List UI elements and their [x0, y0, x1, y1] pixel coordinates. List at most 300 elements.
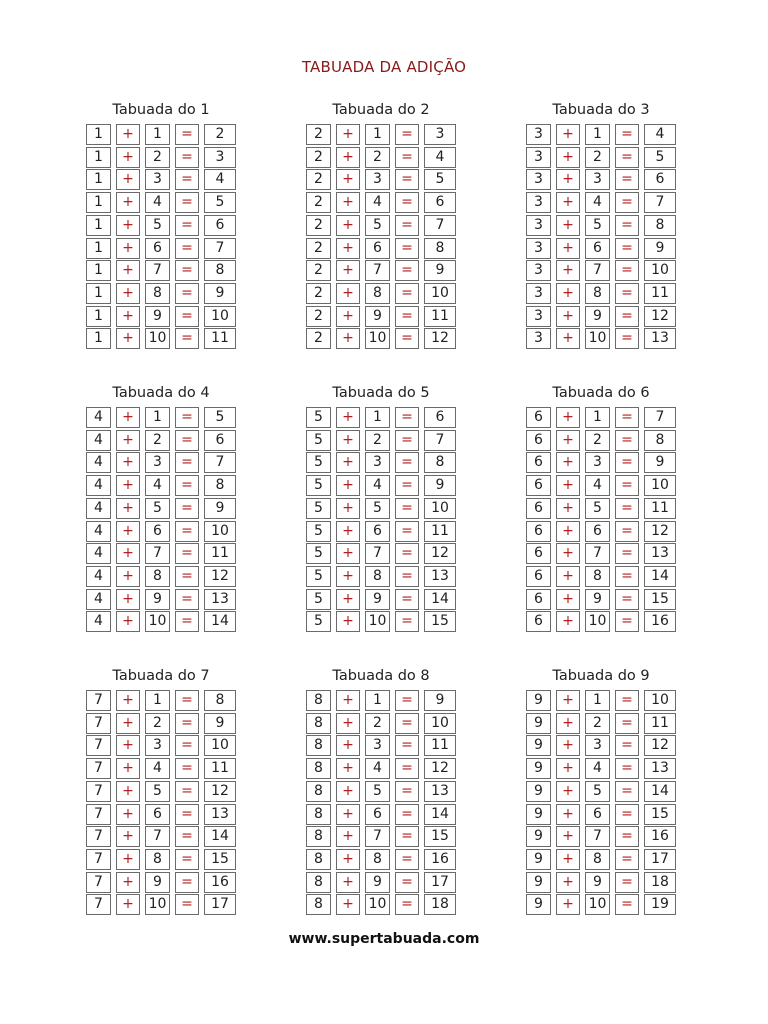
- table-row: [86, 124, 236, 145]
- table-row: [526, 826, 676, 847]
- equals-sign: =: [175, 849, 199, 870]
- plus-sign: +: [336, 894, 360, 915]
- addend-cell: 2: [145, 430, 170, 451]
- sum-cell: 12: [644, 521, 676, 542]
- table-row: [526, 758, 676, 779]
- sum-cell: 14: [204, 826, 236, 847]
- addend-cell: 4: [86, 475, 111, 496]
- table-row: [86, 735, 236, 756]
- addend-cell: 7: [145, 260, 170, 281]
- addend-cell: 3: [526, 283, 551, 304]
- equals-sign: =: [615, 192, 639, 213]
- table-row: [306, 328, 456, 349]
- addend-cell: 8: [365, 849, 390, 870]
- addend-cell: 3: [526, 215, 551, 236]
- plus-sign: +: [116, 407, 140, 428]
- plus-sign: +: [336, 124, 360, 145]
- equals-sign: =: [615, 306, 639, 327]
- sum-cell: 14: [424, 589, 456, 610]
- addend-cell: 2: [585, 147, 610, 168]
- equals-sign: =: [615, 566, 639, 587]
- table-row: [526, 611, 676, 632]
- equals-sign: =: [395, 192, 419, 213]
- addend-cell: 8: [306, 849, 331, 870]
- addend-cell: 2: [585, 430, 610, 451]
- addend-cell: 4: [365, 758, 390, 779]
- sum-cell: 13: [204, 589, 236, 610]
- addend-cell: 4: [86, 407, 111, 428]
- sum-cell: 11: [424, 521, 456, 542]
- plus-sign: +: [336, 283, 360, 304]
- addend-cell: 3: [585, 452, 610, 473]
- addend-cell: 6: [145, 804, 170, 825]
- sum-cell: 7: [204, 452, 236, 473]
- sum-cell: 11: [644, 713, 676, 734]
- table-row: [86, 260, 236, 281]
- addend-cell: 1: [86, 169, 111, 190]
- plus-sign: +: [556, 124, 580, 145]
- table-row: [306, 690, 456, 711]
- equals-sign: =: [175, 260, 199, 281]
- plus-sign: +: [556, 713, 580, 734]
- addend-cell: 3: [526, 328, 551, 349]
- sum-cell: 4: [644, 124, 676, 145]
- addend-cell: 4: [365, 192, 390, 213]
- addend-cell: 2: [306, 306, 331, 327]
- table-row: [86, 872, 236, 893]
- addend-cell: 5: [306, 407, 331, 428]
- plus-sign: +: [336, 328, 360, 349]
- sum-cell: 7: [644, 407, 676, 428]
- table-row: [86, 566, 236, 587]
- equals-sign: =: [395, 260, 419, 281]
- table-row: [526, 215, 676, 236]
- plus-sign: +: [556, 169, 580, 190]
- addend-cell: 9: [526, 872, 551, 893]
- table-row: [86, 713, 236, 734]
- plus-sign: +: [116, 238, 140, 259]
- equals-sign: =: [615, 713, 639, 734]
- addend-cell: 5: [585, 215, 610, 236]
- plus-sign: +: [336, 407, 360, 428]
- equals-sign: =: [395, 328, 419, 349]
- addend-cell: 1: [365, 690, 390, 711]
- addend-cell: 10: [145, 894, 170, 915]
- addend-cell: 4: [145, 192, 170, 213]
- equals-sign: =: [395, 147, 419, 168]
- plus-sign: +: [556, 475, 580, 496]
- sum-cell: 9: [424, 260, 456, 281]
- sum-cell: 13: [644, 328, 676, 349]
- table-row: [86, 328, 236, 349]
- addend-cell: 4: [145, 758, 170, 779]
- addend-cell: 7: [585, 543, 610, 564]
- addend-cell: 6: [526, 498, 551, 519]
- addend-cell: 1: [86, 147, 111, 168]
- plus-sign: +: [336, 713, 360, 734]
- equals-sign: =: [395, 124, 419, 145]
- sum-cell: 9: [204, 283, 236, 304]
- addend-cell: 5: [365, 498, 390, 519]
- table-row: [526, 566, 676, 587]
- plus-sign: +: [556, 589, 580, 610]
- addend-cell: 7: [86, 872, 111, 893]
- table-row: [306, 758, 456, 779]
- addend-cell: 3: [145, 452, 170, 473]
- equals-sign: =: [175, 238, 199, 259]
- plus-sign: +: [116, 589, 140, 610]
- table-row: [306, 894, 456, 915]
- addend-cell: 2: [306, 238, 331, 259]
- addend-cell: 1: [145, 690, 170, 711]
- equals-sign: =: [615, 452, 639, 473]
- table-row: [526, 804, 676, 825]
- addend-cell: 1: [145, 124, 170, 145]
- table-title: Tabuada do 9: [552, 668, 650, 684]
- addend-cell: 8: [306, 781, 331, 802]
- addend-cell: 7: [365, 543, 390, 564]
- addend-cell: 1: [86, 260, 111, 281]
- plus-sign: +: [556, 849, 580, 870]
- table-row: [86, 238, 236, 259]
- addend-cell: 2: [365, 147, 390, 168]
- table-title: Tabuada do 4: [112, 385, 210, 401]
- addend-cell: 6: [526, 543, 551, 564]
- addend-cell: 10: [585, 328, 610, 349]
- table-title: Tabuada do 3: [552, 102, 650, 118]
- addend-cell: 6: [585, 238, 610, 259]
- sum-cell: 8: [644, 430, 676, 451]
- sum-cell: 6: [204, 215, 236, 236]
- plus-sign: +: [336, 306, 360, 327]
- plus-sign: +: [116, 735, 140, 756]
- addend-cell: 6: [365, 238, 390, 259]
- sum-cell: 16: [644, 826, 676, 847]
- equals-sign: =: [175, 826, 199, 847]
- plus-sign: +: [556, 872, 580, 893]
- addend-cell: 7: [86, 894, 111, 915]
- table-row: [86, 452, 236, 473]
- equals-sign: =: [615, 804, 639, 825]
- addend-cell: 6: [526, 430, 551, 451]
- addend-cell: 5: [585, 781, 610, 802]
- addend-cell: 9: [145, 306, 170, 327]
- sum-cell: 13: [644, 758, 676, 779]
- plus-sign: +: [336, 849, 360, 870]
- plus-sign: +: [116, 543, 140, 564]
- addend-cell: 5: [306, 611, 331, 632]
- addend-cell: 6: [526, 407, 551, 428]
- sum-cell: 11: [204, 758, 236, 779]
- addend-cell: 1: [585, 124, 610, 145]
- table-row: [306, 849, 456, 870]
- equals-sign: =: [615, 215, 639, 236]
- addend-cell: 1: [365, 407, 390, 428]
- plus-sign: +: [336, 475, 360, 496]
- addend-cell: 4: [585, 758, 610, 779]
- sum-cell: 12: [644, 735, 676, 756]
- sum-cell: 13: [644, 543, 676, 564]
- addend-cell: 3: [365, 452, 390, 473]
- plus-sign: +: [116, 215, 140, 236]
- equals-sign: =: [175, 452, 199, 473]
- addend-cell: 4: [86, 611, 111, 632]
- addend-cell: 2: [306, 124, 331, 145]
- table-row: [526, 260, 676, 281]
- equals-sign: =: [615, 758, 639, 779]
- sum-cell: 13: [424, 781, 456, 802]
- plus-sign: +: [556, 430, 580, 451]
- addend-cell: 8: [306, 894, 331, 915]
- equals-sign: =: [395, 215, 419, 236]
- sum-cell: 15: [424, 826, 456, 847]
- addend-cell: 1: [86, 328, 111, 349]
- sum-cell: 11: [424, 735, 456, 756]
- table-row: [526, 521, 676, 542]
- sum-cell: 10: [644, 690, 676, 711]
- addend-cell: 3: [526, 124, 551, 145]
- addend-cell: 6: [585, 521, 610, 542]
- plus-sign: +: [556, 498, 580, 519]
- sum-cell: 9: [204, 498, 236, 519]
- sum-cell: 12: [424, 543, 456, 564]
- equals-sign: =: [615, 872, 639, 893]
- plus-sign: +: [116, 781, 140, 802]
- equals-sign: =: [395, 566, 419, 587]
- equals-sign: =: [395, 690, 419, 711]
- addend-cell: 8: [306, 872, 331, 893]
- sum-cell: 10: [644, 260, 676, 281]
- addend-cell: 1: [585, 690, 610, 711]
- sum-cell: 17: [424, 872, 456, 893]
- addend-cell: 5: [306, 521, 331, 542]
- sum-cell: 8: [204, 260, 236, 281]
- equals-sign: =: [395, 758, 419, 779]
- addend-cell: 8: [365, 283, 390, 304]
- addend-cell: 7: [145, 543, 170, 564]
- sum-cell: 4: [424, 147, 456, 168]
- plus-sign: +: [336, 147, 360, 168]
- table-row: [86, 306, 236, 327]
- addend-cell: 1: [86, 283, 111, 304]
- table-title: Tabuada do 8: [332, 668, 430, 684]
- sum-cell: 10: [424, 713, 456, 734]
- addend-cell: 4: [86, 498, 111, 519]
- addend-cell: 8: [306, 826, 331, 847]
- equals-sign: =: [615, 328, 639, 349]
- equals-sign: =: [395, 804, 419, 825]
- plus-sign: +: [556, 215, 580, 236]
- sum-cell: 2: [204, 124, 236, 145]
- plus-sign: +: [336, 872, 360, 893]
- table-row: [306, 521, 456, 542]
- addend-cell: 3: [585, 735, 610, 756]
- sum-cell: 3: [424, 124, 456, 145]
- sum-cell: 5: [424, 169, 456, 190]
- equals-sign: =: [175, 521, 199, 542]
- table-row: [306, 611, 456, 632]
- table-row: [86, 611, 236, 632]
- addend-cell: 4: [86, 452, 111, 473]
- addend-cell: 4: [365, 475, 390, 496]
- addend-cell: 5: [306, 452, 331, 473]
- plus-sign: +: [116, 475, 140, 496]
- sum-cell: 11: [204, 543, 236, 564]
- equals-sign: =: [395, 498, 419, 519]
- plus-sign: +: [556, 894, 580, 915]
- sum-cell: 10: [644, 475, 676, 496]
- plus-sign: +: [336, 169, 360, 190]
- table-row: [526, 713, 676, 734]
- plus-sign: +: [556, 147, 580, 168]
- addend-cell: 8: [306, 758, 331, 779]
- table-row: [86, 804, 236, 825]
- addend-cell: 9: [526, 758, 551, 779]
- addend-cell: 3: [526, 306, 551, 327]
- addend-cell: 8: [306, 690, 331, 711]
- table-row: [306, 452, 456, 473]
- addend-cell: 3: [526, 147, 551, 168]
- addend-cell: 6: [526, 611, 551, 632]
- plus-sign: +: [336, 758, 360, 779]
- equals-sign: =: [395, 238, 419, 259]
- addend-cell: 5: [145, 781, 170, 802]
- addend-cell: 6: [526, 566, 551, 587]
- sum-cell: 9: [204, 713, 236, 734]
- table-row: [306, 589, 456, 610]
- sum-cell: 12: [204, 566, 236, 587]
- table-row: [526, 543, 676, 564]
- equals-sign: =: [175, 872, 199, 893]
- sum-cell: 10: [424, 498, 456, 519]
- addend-cell: 5: [306, 475, 331, 496]
- plus-sign: +: [336, 430, 360, 451]
- sum-cell: 18: [644, 872, 676, 893]
- equals-sign: =: [395, 611, 419, 632]
- plus-sign: +: [556, 407, 580, 428]
- plus-sign: +: [116, 894, 140, 915]
- addend-cell: 3: [526, 169, 551, 190]
- table-row: [526, 498, 676, 519]
- equals-sign: =: [175, 475, 199, 496]
- sum-cell: 15: [204, 849, 236, 870]
- equals-sign: =: [175, 169, 199, 190]
- addend-cell: 2: [306, 215, 331, 236]
- equals-sign: =: [395, 781, 419, 802]
- plus-sign: +: [116, 283, 140, 304]
- table-row: [306, 124, 456, 145]
- addend-cell: 8: [306, 713, 331, 734]
- plus-sign: +: [336, 690, 360, 711]
- equals-sign: =: [175, 804, 199, 825]
- addend-cell: 10: [365, 611, 390, 632]
- equals-sign: =: [395, 452, 419, 473]
- plus-sign: +: [336, 543, 360, 564]
- table-row: [306, 215, 456, 236]
- equals-sign: =: [615, 283, 639, 304]
- sum-cell: 14: [644, 566, 676, 587]
- plus-sign: +: [556, 781, 580, 802]
- addend-cell: 7: [86, 690, 111, 711]
- table-row: [86, 894, 236, 915]
- addend-cell: 6: [526, 475, 551, 496]
- addend-cell: 9: [526, 735, 551, 756]
- addend-cell: 9: [585, 872, 610, 893]
- sum-cell: 6: [644, 169, 676, 190]
- equals-sign: =: [175, 124, 199, 145]
- equals-sign: =: [175, 781, 199, 802]
- sum-cell: 8: [424, 452, 456, 473]
- table-row: [526, 283, 676, 304]
- addend-cell: 7: [365, 826, 390, 847]
- addend-cell: 9: [585, 589, 610, 610]
- sum-cell: 16: [424, 849, 456, 870]
- equals-sign: =: [395, 521, 419, 542]
- equals-sign: =: [615, 475, 639, 496]
- addend-cell: 3: [526, 238, 551, 259]
- addend-cell: 8: [585, 849, 610, 870]
- addend-cell: 10: [585, 611, 610, 632]
- addend-cell: 2: [585, 713, 610, 734]
- addend-cell: 9: [145, 872, 170, 893]
- equals-sign: =: [175, 713, 199, 734]
- plus-sign: +: [116, 452, 140, 473]
- table-row: [306, 260, 456, 281]
- addend-cell: 6: [526, 521, 551, 542]
- addend-cell: 8: [306, 735, 331, 756]
- equals-sign: =: [175, 215, 199, 236]
- table-row: [526, 872, 676, 893]
- plus-sign: +: [556, 826, 580, 847]
- sum-cell: 9: [644, 238, 676, 259]
- table-title: Tabuada do 5: [332, 385, 430, 401]
- addend-cell: 4: [86, 566, 111, 587]
- equals-sign: =: [615, 826, 639, 847]
- equals-sign: =: [175, 430, 199, 451]
- sum-cell: 11: [424, 306, 456, 327]
- plus-sign: +: [336, 735, 360, 756]
- plus-sign: +: [556, 328, 580, 349]
- equals-sign: =: [395, 407, 419, 428]
- table-row: [306, 566, 456, 587]
- plus-sign: +: [556, 543, 580, 564]
- sum-cell: 8: [644, 215, 676, 236]
- sum-cell: 6: [204, 430, 236, 451]
- addend-cell: 1: [86, 215, 111, 236]
- equals-sign: =: [615, 238, 639, 259]
- plus-sign: +: [116, 192, 140, 213]
- addend-cell: 1: [86, 238, 111, 259]
- table-row: [526, 690, 676, 711]
- plus-sign: +: [336, 521, 360, 542]
- addend-cell: 5: [306, 498, 331, 519]
- sum-cell: 16: [644, 611, 676, 632]
- addend-cell: 9: [365, 589, 390, 610]
- table-row: [526, 849, 676, 870]
- sum-cell: 3: [204, 147, 236, 168]
- sum-cell: 13: [204, 804, 236, 825]
- equals-sign: =: [175, 894, 199, 915]
- table-row: [306, 826, 456, 847]
- equals-sign: =: [395, 169, 419, 190]
- equals-sign: =: [615, 589, 639, 610]
- table-title: Tabuada do 7: [112, 668, 210, 684]
- addend-cell: 8: [585, 566, 610, 587]
- addend-cell: 5: [145, 498, 170, 519]
- sum-cell: 16: [204, 872, 236, 893]
- addend-cell: 3: [526, 260, 551, 281]
- sum-cell: 8: [204, 475, 236, 496]
